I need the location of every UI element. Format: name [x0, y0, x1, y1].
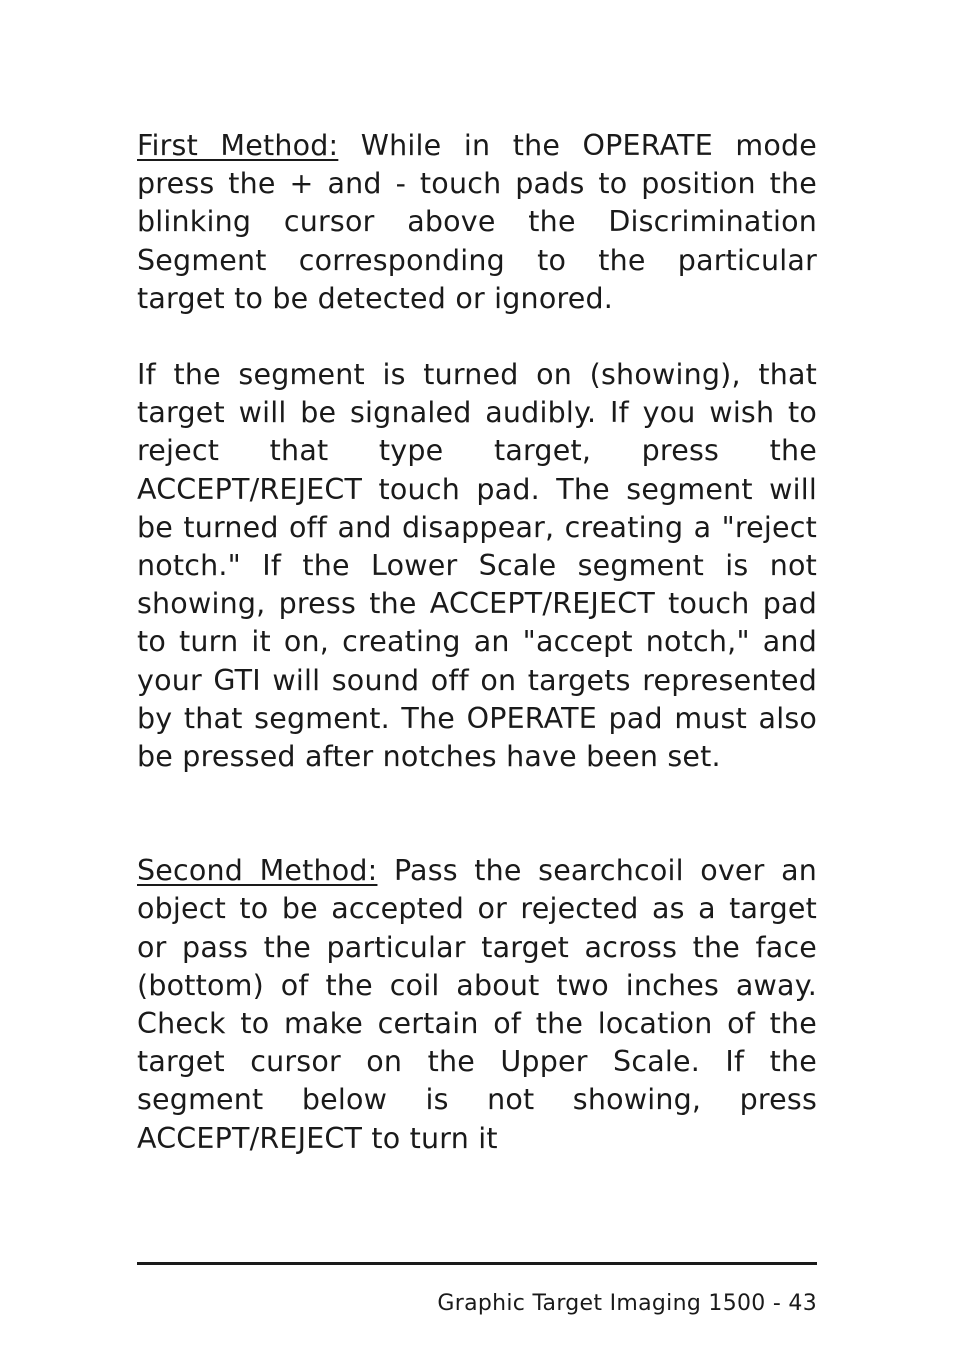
first-method-text: While in the OPERATE mode press the + and - touch pads to position the blinking cursor above the Discrimination Segment corresponding to the particular target to be detected or ignored. — [137, 129, 817, 315]
second-method-heading: Second Method: — [137, 854, 378, 888]
segment-paragraph: If the segment is turned on (showing), that target will be signaled audibly. If you wish to reject that type target, press the ACCEPT/REJECT touch pad. The segment will be turned off and disappear, creating a "reject notch." If the Lower Scale segment is not showing, press the ACCEPT/REJECT touch pad to turn it on, creating an "accept notch," and your GTI will sound off on targets represented by that segment. The OPERATE pad must also be pressed after notches have been set. — [137, 358, 817, 774]
second-method-paragraph — [137, 852, 817, 1158]
second-method-text: Pass the searchcoil over an object to be accepted or rejected as a target or pass the particular target across the face (bottom) of the coil about two inches away. Check to make certain of the location of the target cursor on the Upper Scale. If the segment below is not showing, press ACCEPT/REJECT to turn it — [137, 854, 817, 1155]
first-method-paragraph — [137, 127, 817, 318]
footer-divider — [137, 1262, 817, 1265]
page-content — [137, 127, 817, 1158]
first-method-heading: First Method: — [137, 129, 339, 162]
page-footer: Graphic Target Imaging 1500 - 43 — [437, 1291, 817, 1316]
